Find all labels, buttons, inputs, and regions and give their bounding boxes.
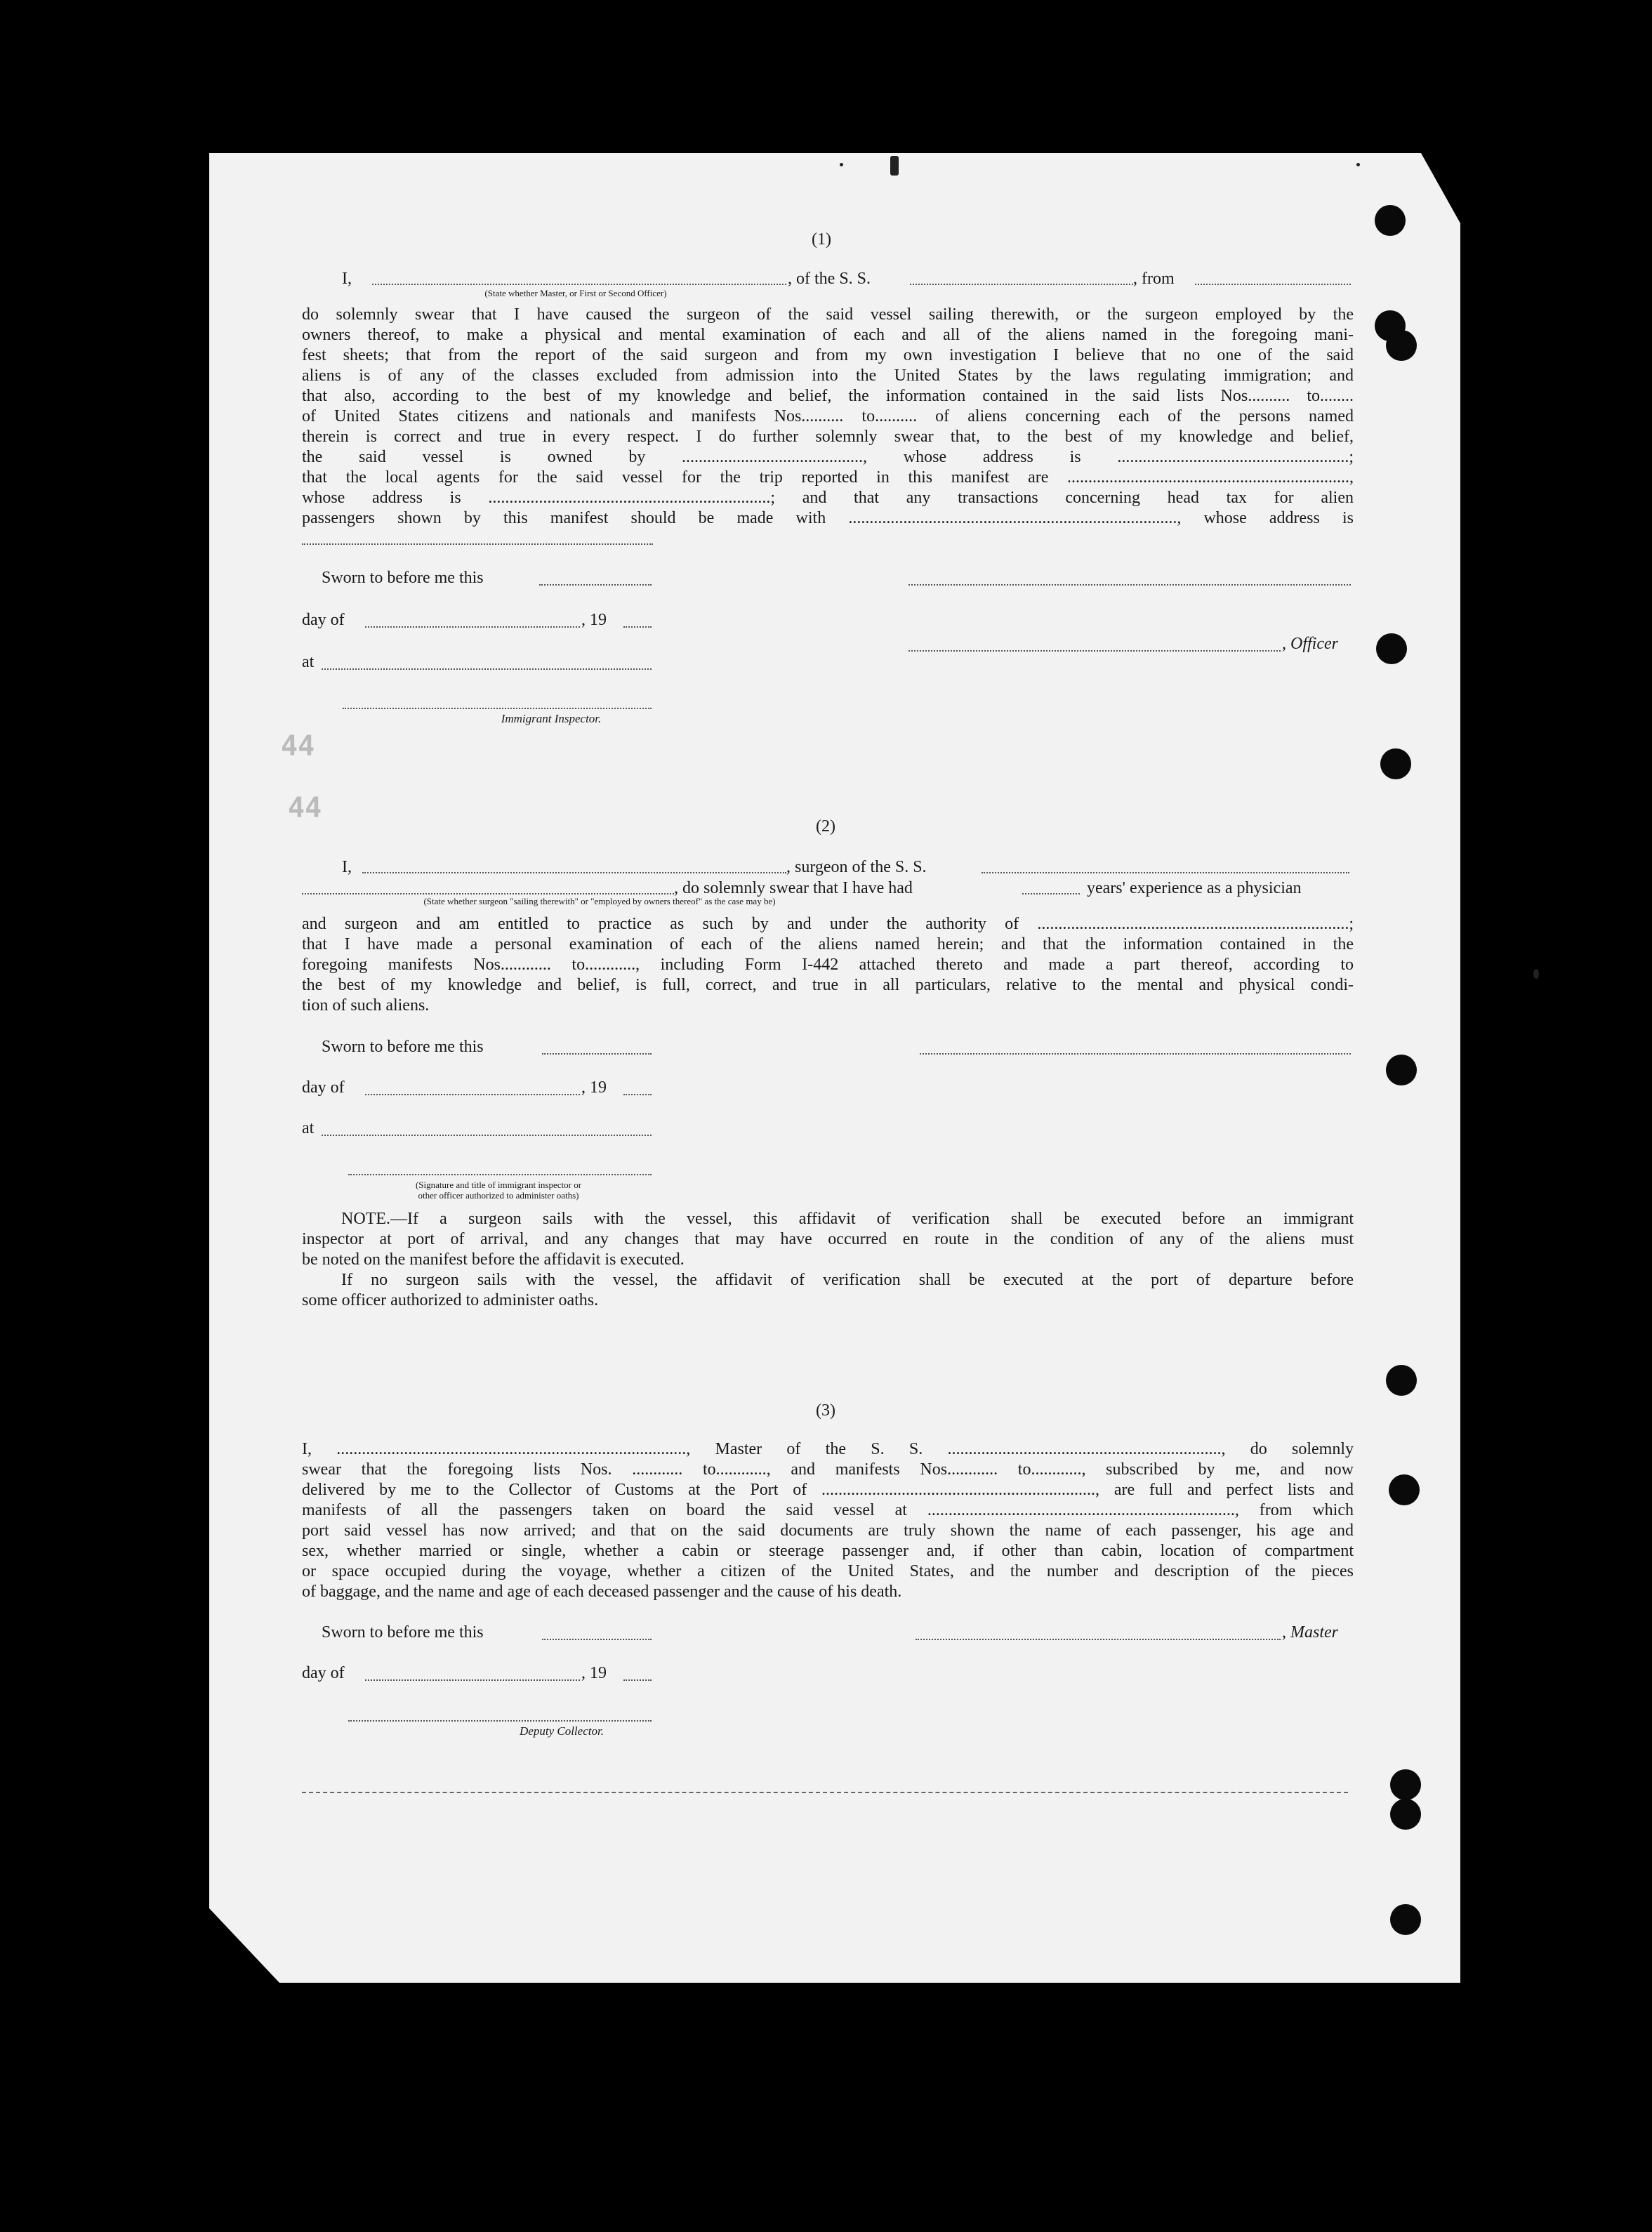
note-line: be noted on the manifest before the affidavit is executed. [302, 1250, 685, 1269]
section1-at-field[interactable] [322, 668, 652, 670]
paragraph-line: that the local agents for the said vessel for the trip reported in this manifest are ..................................................................., [302, 468, 1354, 487]
binder-hole [1380, 748, 1411, 779]
section2-at-label: at [302, 1119, 315, 1137]
section2-surgeon-name-field[interactable] [362, 872, 786, 873]
section2-inspector-signature-field[interactable] [348, 1174, 652, 1175]
note-line: inspector at port of arrival, and any changes that may have occurred en route in the condition of any of the aliens must [302, 1230, 1354, 1248]
section1-of-the-ss: , of the S. S. [788, 270, 871, 288]
paragraph-line: do solemnly swear that I have caused the surgeon of the said vessel sailing therewith, or the surgeon employed by the [302, 305, 1354, 324]
binder-hole [1390, 1769, 1421, 1800]
paragraph-line: swear that the foregoing lists Nos. ............ to............, and manifests Nos............ to............, subscribed by me, and now [302, 1460, 1354, 1479]
section1-day-of-label: day of [302, 611, 345, 629]
note-line: If no surgeon sails with the vessel, the affidavit of verification shall be executed at the port of departure before [341, 1271, 1354, 1289]
ink-speck [1356, 163, 1360, 166]
section1-from-field[interactable] [1195, 284, 1351, 285]
paragraph-line: the best of my knowledge and belief, is full, correct, and true in all particulars, relative to the mental and physical condi- [302, 976, 1354, 994]
paragraph-line: port said vessel has now arrived; and that on the said documents are truly shown the name of each passenger, his age and [302, 1521, 1354, 1540]
paragraph-line: aliens is of any of the classes excluded from admission into the United States by the laws regulating immigration; and [302, 367, 1354, 385]
paragraph-line: therein is correct and true in every respect. I do further solemnly swear that, to the best of my knowledge and belief, [302, 428, 1354, 446]
paragraph-line: passengers shown by this manifest should be made with .............................................................................., whose address is [302, 509, 1354, 527]
ink-speck [890, 156, 899, 176]
paragraph-line: the said vessel is owned by ..........................................., whose address is .......................................................; [302, 448, 1354, 466]
section1-vessel-name-field[interactable] [910, 284, 1133, 285]
section-number-2: (2) [816, 817, 835, 836]
section3-collector-signature-field[interactable] [348, 1720, 652, 1722]
section3-day-field[interactable] [365, 1679, 580, 1681]
paragraph-line: whose address is ...................................................................; and that any transactions concerning head tax for alien [302, 489, 1354, 507]
bleed-through-mark: 44 [288, 792, 322, 824]
section3-master-caption: , Master [1282, 1623, 1338, 1642]
paragraph-line: manifests of all the passengers taken on board the said vessel at ........................................................................., from which [302, 1501, 1354, 1519]
section1-address-continuation-field[interactable] [302, 543, 653, 545]
section1-officer-caption: (State whether Master, or First or Second Officer) [484, 288, 667, 298]
section2-year-label: , 19 [581, 1078, 607, 1097]
paragraph-line: of United States citizens and nationals and manifests Nos.......... to.......... of aliens concerning each of the persons named [302, 407, 1354, 425]
binder-hole [1390, 1904, 1421, 1935]
section1-from: , from [1133, 270, 1175, 288]
section2-surgeon-label: , surgeon of the S. S. [786, 858, 927, 876]
section1-officer-caption-label: , Officer [1282, 635, 1338, 653]
binder-hole [1386, 1055, 1417, 1085]
section1-sworn-field[interactable] [539, 584, 652, 586]
section1-officer-name-field[interactable] [372, 284, 786, 285]
paragraph-line: fest sheets; that from the report of the said surgeon and from my own investigation I believe that no one of the said [302, 346, 1354, 364]
section3-day-of-label: day of [302, 1664, 345, 1682]
binder-hole [1375, 205, 1406, 236]
paragraph-line: foregoing manifests Nos............ to............, including Form I-442 attached thereto and made a part thereof, according to [302, 956, 1354, 974]
paragraph-line: that I have made a personal examination of each of the aliens named herein; and that the information contained in the [302, 935, 1354, 953]
paragraph-line: that also, according to the best of my knowledge and belief, the information contained in the said lists Nos.......... to........ [302, 387, 1354, 405]
binder-hole [1376, 633, 1407, 664]
section2-sworn-field[interactable] [542, 1053, 652, 1055]
section2-swear-label: , do solemnly swear that I have had [674, 879, 913, 897]
section3-sworn-field[interactable] [542, 1639, 652, 1640]
section1-at-label: at [302, 653, 315, 671]
section2-i: I, [342, 858, 352, 876]
section1-signature-field[interactable] [908, 584, 1351, 586]
binder-hole [1386, 1365, 1417, 1396]
ink-speck [840, 163, 843, 166]
section2-sworn-label: Sworn to before me this [322, 1038, 484, 1056]
section1-sworn-label: Sworn to before me this [322, 569, 484, 587]
section2-day-of-label: day of [302, 1078, 345, 1097]
section2-years-label: years' experience as a physician [1087, 879, 1302, 897]
paragraph-line: owners thereof, to make a physical and mental examination of each and all of the aliens named in the foregoing mani- [302, 326, 1354, 344]
section3-collector-caption: Deputy Collector. [520, 1724, 604, 1738]
section1-inspector-signature-field[interactable] [343, 708, 652, 709]
bleed-through-mark: 44 [281, 730, 315, 762]
section2-inspector-caption-2: other officer authorized to administer oaths) [418, 1190, 579, 1201]
section1-inspector-caption: Immigrant Inspector. [501, 712, 602, 725]
section1-i: I, [342, 270, 352, 288]
section1-year-field[interactable] [623, 626, 652, 628]
section3-year-label: , 19 [581, 1664, 607, 1682]
paragraph-line: delivered by me to the Collector of Customs at the Port of ................................................................., are full and perfect lists and [302, 1481, 1354, 1499]
note-line: NOTE.—If a surgeon sails with the vessel, this affidavit of verification shall be executed before an immigrant [341, 1210, 1354, 1228]
bottom-rule [302, 1792, 1348, 1793]
section2-signature-field[interactable] [920, 1053, 1351, 1055]
paragraph-line: of baggage, and the name and age of each deceased passenger and the cause of his death. [302, 1583, 902, 1601]
paragraph-line: I, ..................................................................................., Master of the S. S. ................................................................., do solemnly [302, 1440, 1354, 1458]
section3-year-field[interactable] [623, 1679, 652, 1681]
binder-hole [1386, 330, 1417, 361]
binder-hole [1389, 1474, 1420, 1505]
section2-surgeon-type-field[interactable] [302, 893, 674, 894]
section2-vessel-name-field[interactable] [982, 872, 1349, 873]
section1-officer-signature-field[interactable] [908, 650, 1281, 652]
ink-speck [1533, 969, 1539, 979]
section1-day-field[interactable] [365, 626, 580, 628]
section2-day-field[interactable] [365, 1094, 580, 1095]
section1-year-label: , 19 [581, 611, 607, 629]
section2-inspector-caption-1: (Signature and title of immigrant inspector or [415, 1180, 582, 1190]
section2-year-field[interactable] [623, 1094, 652, 1095]
section3-master-signature-field[interactable] [916, 1639, 1281, 1640]
section2-at-field[interactable] [322, 1135, 652, 1136]
paragraph-line: or space occupied during the voyage, whether a citizen of the United States, and the number and description of the pieces [302, 1562, 1354, 1580]
binder-hole [1390, 1799, 1421, 1830]
section3-sworn-label: Sworn to before me this [322, 1623, 484, 1642]
paragraph-line: and surgeon and am entitled to practice as such by and under the authority of ..........................................................................; [302, 915, 1354, 933]
note-line: some officer authorized to administer oaths. [302, 1291, 599, 1309]
section-number-3: (3) [816, 1401, 835, 1420]
paragraph-line: sex, whether married or single, whether a cabin or steerage passenger and, if other than cabin, location of compartment [302, 1542, 1354, 1560]
section-number-1: (1) [812, 230, 831, 249]
section2-years-field[interactable] [1022, 893, 1080, 894]
paragraph-line: tion of such aliens. [302, 996, 430, 1015]
section2-surgeon-caption: (State whether surgeon "sailing therewith" or "employed by owners thereof" as the case may be) [423, 896, 776, 906]
